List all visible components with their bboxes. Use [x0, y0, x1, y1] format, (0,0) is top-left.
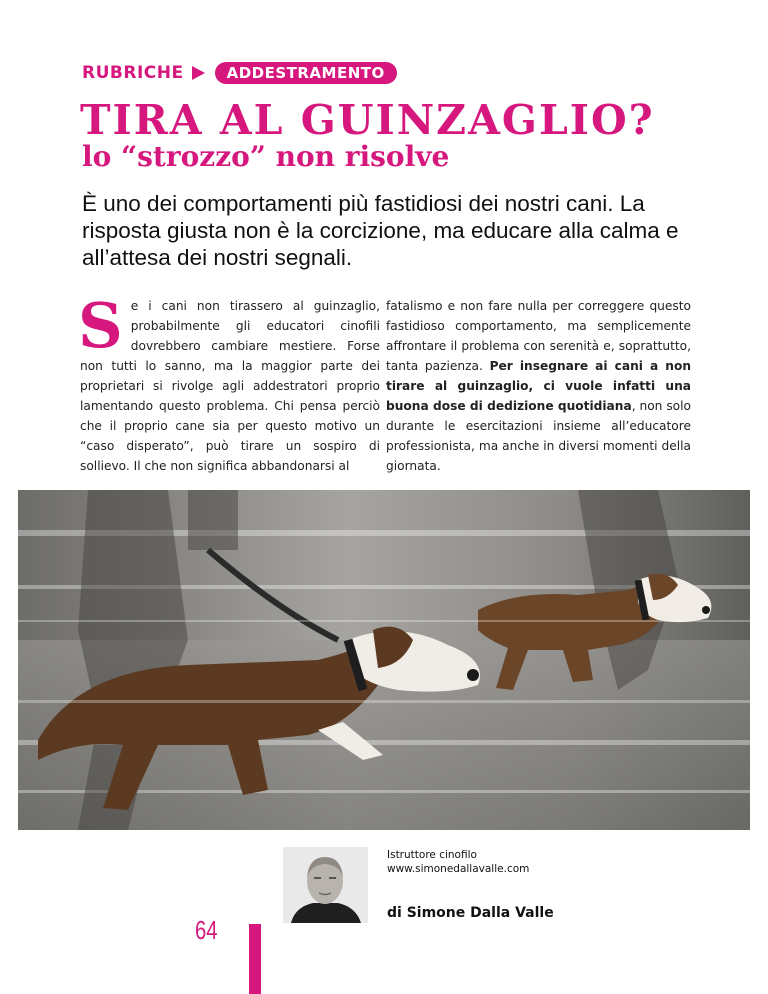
body-highlight: Per insegnare ai cani a non tirare al guinzaglio, ci vuole infatti una buona dose di dedizione quotidiana [386, 359, 692, 413]
body-column-left [78, 289, 380, 476]
author-name: di Simone Dalla Valle [387, 905, 554, 921]
author-role: Istruttore cinofilo [387, 849, 477, 861]
article-title: TIRA AL GUINZAGLIO? [80, 96, 655, 144]
author-website: www.simonedallavalle.com [387, 863, 530, 875]
body-text: , non solo durante le esercitazioni insieme all’educatore professionista, ma anche in diversi momenti della giornata. [386, 399, 691, 473]
author-portrait [283, 847, 368, 923]
category-badge: ADDESTRAMENTO [215, 62, 397, 84]
drop-cap: S [78, 289, 123, 362]
body-text: fatalismo e non fare nulla per correggere questo fastidioso comportamento, ma semplicemente affrontare il problema con serenità e, soprattutto, tanta pazienza. [386, 299, 691, 373]
article-lead: È uno dei comportamenti più fastidiosi dei nostri cani. La risposta giusta non è la corcizione, ma educare alla calma e all’attesa dei nostri segnali. [82, 191, 679, 270]
article-subtitle: lo “strozzo” non risolve [82, 140, 450, 173]
section-label: RUBRICHE [82, 63, 184, 83]
article-photo [18, 490, 750, 830]
body-column-right [386, 296, 691, 476]
page-number: 64 [195, 915, 218, 945]
body-text: e i cani non tirassero al guinzaglio, probabilmente gli educatori cinofili dovrebbero cambiare mestiere. Forse non tutti lo sanno, ma la maggior parte dei proprietari si rivolge agli addestratori proprio lamentando questo problema. Chi pensa perciò che il proprio cane sia per questo motivo un “caso disperato”, può tirare un sospiro di sollievo. Il che non significa abbandonarsi al [80, 299, 380, 473]
accent-bar [249, 924, 261, 994]
arrow-right-icon [192, 66, 205, 80]
section-header [82, 62, 397, 84]
